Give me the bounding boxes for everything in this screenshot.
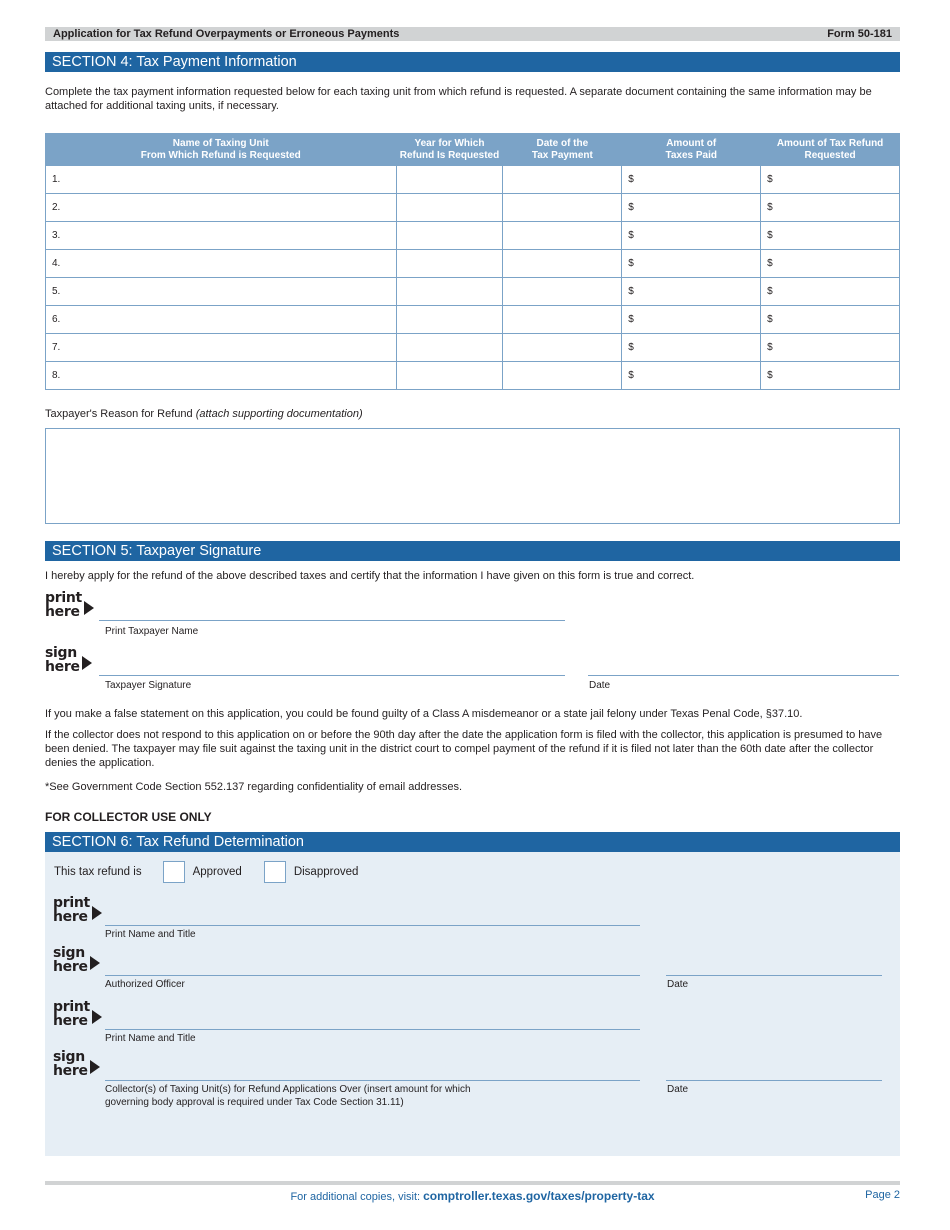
arrow-right-icon <box>82 656 92 670</box>
year-cell[interactable] <box>396 334 503 362</box>
refund-requested-cell[interactable]: $ <box>761 278 900 306</box>
year-cell[interactable] <box>396 166 503 194</box>
sign-here-marker: sign here <box>53 1050 100 1078</box>
table-row <box>46 306 900 334</box>
taxpayer-signature-field[interactable] <box>99 675 565 676</box>
approved-checkbox[interactable] <box>163 861 185 883</box>
authorized-officer-field[interactable] <box>105 975 640 976</box>
refund-status-row <box>54 861 358 883</box>
print-here-marker: print here <box>53 1000 102 1028</box>
refund-requested-cell[interactable]: $ <box>761 250 900 278</box>
collector-date-label: Date <box>667 1084 689 1095</box>
certification-statement: I hereby apply for the refund of the above described taxes and certify that the information I have given on this form is true and correct. <box>45 570 695 582</box>
taxpayer-date-field[interactable] <box>588 675 899 676</box>
print-here-marker: print here <box>45 591 94 619</box>
arrow-right-icon <box>92 1010 102 1024</box>
sign-here-marker: sign here <box>53 946 100 974</box>
disapproved-label: Disapproved <box>293 866 359 878</box>
print-name-title-label-1: Print Name and Title <box>105 929 196 940</box>
collector-use-heading: FOR COLLECTOR USE ONLY <box>45 810 212 824</box>
taxing-unit-cell[interactable]: 6. <box>46 306 397 334</box>
print-taxpayer-name-field[interactable] <box>99 620 565 621</box>
year-cell[interactable] <box>396 278 503 306</box>
print-taxpayer-name-label: Print Taxpayer Name <box>105 626 199 637</box>
footer-divider <box>45 1181 900 1185</box>
form-header-bar <box>45 27 900 41</box>
table-header-row <box>46 134 900 166</box>
taxing-unit-cell[interactable]: 8. <box>46 362 397 390</box>
arrow-right-icon <box>90 1060 100 1074</box>
col-header-year: Year for Which Refund Is Requested <box>396 134 503 166</box>
taxpayer-date-label: Date <box>589 680 611 691</box>
year-cell[interactable] <box>396 194 503 222</box>
payment-date-cell[interactable] <box>503 194 622 222</box>
taxing-unit-cell[interactable]: 2. <box>46 194 397 222</box>
page-number: Page 2 <box>865 1189 900 1201</box>
year-cell[interactable] <box>396 362 503 390</box>
amount-paid-cell[interactable]: $ <box>622 278 761 306</box>
taxing-unit-cell[interactable]: 7. <box>46 334 397 362</box>
collector-response-note: If the collector does not respond to this application on or before the 90th day after the date the application form is filed with the collector, this application is presumed to have been denied. The taxpayer may file suit against the taxing unit in the district court to compel payment of the refund if it is filed not later than the 60th date after the collector denies the application. <box>45 729 883 769</box>
taxpayer-signature-label: Taxpayer Signature <box>105 680 192 691</box>
refund-requested-cell[interactable]: $ <box>761 222 900 250</box>
payment-date-cell[interactable] <box>503 278 622 306</box>
arrow-right-icon <box>92 906 102 920</box>
section-4-intro: Complete the tax payment information requested below for each taxing unit from which refund is requested. A separate document containing the same information may be attached for additional taxing units, if necessary. <box>45 86 872 112</box>
refund-requested-cell[interactable]: $ <box>761 166 900 194</box>
false-statement-warning: If you make a false statement on this application, you could be found guilty of a Class A misdemeanor or a state jail felony under Texas Penal Code, §37.10. <box>45 708 803 720</box>
taxing-unit-cell[interactable]: 1. <box>46 166 397 194</box>
amount-paid-cell[interactable]: $ <box>622 194 761 222</box>
taxing-unit-cell[interactable]: 5. <box>46 278 397 306</box>
reason-label: Taxpayer's Reason for Refund (attach supporting documentation) <box>45 408 363 420</box>
reason-input-box[interactable] <box>45 428 900 524</box>
taxing-unit-cell[interactable]: 4. <box>46 250 397 278</box>
footer-copies-text: For additional copies, visit: comptroller.texas.gov/taxes/property-tax <box>290 1189 655 1203</box>
amount-paid-cell[interactable]: $ <box>622 362 761 390</box>
payment-date-cell[interactable] <box>503 222 622 250</box>
refund-requested-cell[interactable]: $ <box>761 306 900 334</box>
year-cell[interactable] <box>396 250 503 278</box>
table-row <box>46 278 900 306</box>
section-4-heading: SECTION 4: Tax Payment Information <box>45 52 900 72</box>
table-row <box>46 250 900 278</box>
amount-paid-cell[interactable]: $ <box>622 334 761 362</box>
col-header-refund-requested: Amount of Tax Refund Requested <box>761 134 900 166</box>
table-row <box>46 334 900 362</box>
col-header-amount-paid: Amount of Taxes Paid <box>622 134 761 166</box>
arrow-right-icon <box>84 601 94 615</box>
year-cell[interactable] <box>396 222 503 250</box>
print-here-marker: print here <box>53 896 102 924</box>
amount-paid-cell[interactable]: $ <box>622 250 761 278</box>
collector-signature-label: Collector(s) of Taxing Unit(s) for Refund Applications Over (insert amount for which governing body approval is required under Tax Code Section 31.11) <box>105 1084 471 1108</box>
amount-paid-cell[interactable]: $ <box>622 222 761 250</box>
payment-date-cell[interactable] <box>503 250 622 278</box>
table-row <box>46 194 900 222</box>
disapproved-checkbox[interactable] <box>264 861 286 883</box>
taxing-unit-cell[interactable]: 3. <box>46 222 397 250</box>
officer-date-label: Date <box>667 979 689 990</box>
refund-status-label: This tax refund is <box>54 866 142 878</box>
collector-panel <box>45 852 900 1156</box>
print-name-title-field-2[interactable] <box>105 1029 640 1030</box>
sign-here-marker: sign here <box>45 646 92 674</box>
collector-date-field[interactable] <box>666 1080 882 1081</box>
amount-paid-cell[interactable]: $ <box>622 166 761 194</box>
form-title: Application for Tax Refund Overpayments or Erroneous Payments <box>53 28 400 40</box>
officer-date-field[interactable] <box>666 975 882 976</box>
section-5-heading: SECTION 5: Taxpayer Signature <box>45 541 900 561</box>
print-name-title-label-2: Print Name and Title <box>105 1033 196 1044</box>
table-row <box>46 362 900 390</box>
collector-signature-field[interactable] <box>105 1080 640 1081</box>
payment-date-cell[interactable] <box>503 362 622 390</box>
payment-date-cell[interactable] <box>503 334 622 362</box>
amount-paid-cell[interactable]: $ <box>622 306 761 334</box>
arrow-right-icon <box>90 956 100 970</box>
government-code-note: *See Government Code Section 552.137 regarding confidentiality of email addresses. <box>45 781 463 793</box>
payment-date-cell[interactable] <box>503 166 622 194</box>
payment-date-cell[interactable] <box>503 306 622 334</box>
refund-requested-cell[interactable]: $ <box>761 334 900 362</box>
print-name-title-field-1[interactable] <box>105 925 640 926</box>
col-header-date: Date of the Tax Payment <box>503 134 622 166</box>
approved-label: Approved <box>192 866 242 878</box>
table-row <box>46 166 900 194</box>
refund-requested-cell[interactable]: $ <box>761 194 900 222</box>
tax-payment-table <box>45 133 900 390</box>
footer-url-link[interactable]: comptroller.texas.gov/taxes/property-tax <box>423 1189 655 1203</box>
col-header-taxing-unit: Name of Taxing Unit From Which Refund is Requested <box>46 134 397 166</box>
authorized-officer-label: Authorized Officer <box>105 979 185 990</box>
form-number: Form 50-181 <box>827 28 892 40</box>
refund-requested-cell[interactable]: $ <box>761 362 900 390</box>
section-6-heading: SECTION 6: Tax Refund Determination <box>45 832 900 852</box>
year-cell[interactable] <box>396 306 503 334</box>
table-row <box>46 222 900 250</box>
